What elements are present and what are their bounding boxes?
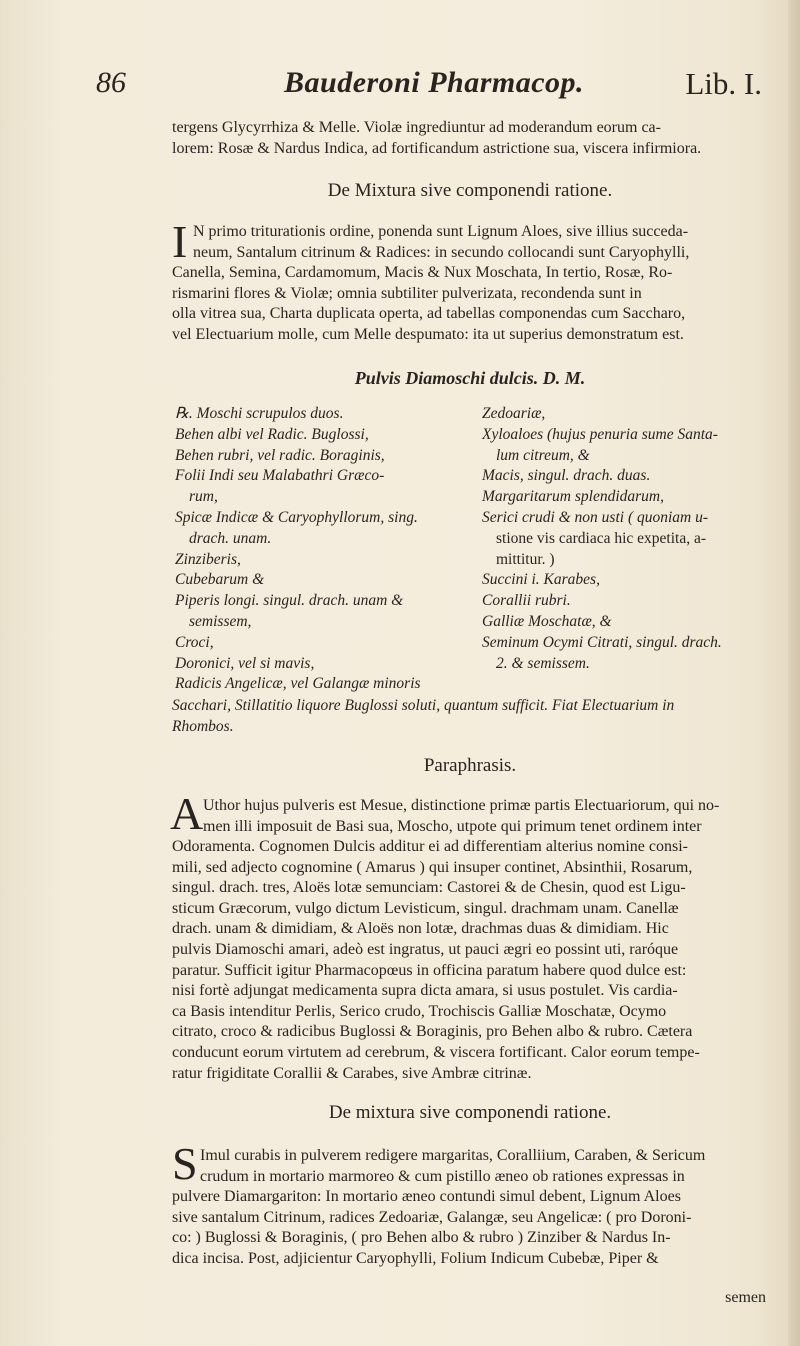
catchword: semen xyxy=(725,1289,766,1306)
recipe-line: Folii Indi seu Malabathri Græco- xyxy=(175,467,385,485)
text-line: Imul curabis in pulverem redigere margaritas, Coralliium, Caraben, & Sericum xyxy=(200,1147,706,1164)
running-title: Bauderoni Pharmacop. xyxy=(284,66,585,99)
text-line: pulvere Diamargariton: In mortario æneo contundi simul debent, Lignum Aloes xyxy=(172,1188,681,1205)
recipe-line: Behen albi vel Radic. Buglossi, xyxy=(175,425,369,443)
recipe-right-column xyxy=(482,404,772,674)
page-number: 86 xyxy=(96,66,126,99)
recipe-line: rum, xyxy=(189,488,218,506)
recipe-line: Rhombos. xyxy=(172,717,234,735)
recipe-line: Doronici, vel si mavis, xyxy=(175,654,315,672)
recipe-left-column xyxy=(175,404,480,695)
text-line: co: ) Buglossi & Boraginis, ( pro Behen albo & rubro ) Zinziber & Nardus In- xyxy=(172,1229,671,1247)
recipe-line: Galliæ Moschatæ, & xyxy=(482,612,612,630)
text-line: tergens Glycyrrhiza & Melle. Violæ ingrediuntur ad moderandum eorum ca- xyxy=(172,119,661,136)
text-line: ratur frigiditate Corallii & Carabes, sive Ambræ citrinæ. xyxy=(172,1064,532,1082)
text-line: Canella, Semina, Cardamomum, Macis & Nux Moschata, In tertio, Rosæ, Ro- xyxy=(172,264,673,281)
recipe-title: Pulvis Diamoschi dulcis. D. M. xyxy=(354,368,586,388)
section-paragraph xyxy=(203,796,768,837)
section-paragraph-cont xyxy=(172,263,768,345)
section-heading: Paraphrasis. xyxy=(423,755,517,776)
drop-initial: A xyxy=(170,788,204,839)
recipe-closing xyxy=(172,696,772,738)
text-line: neum, Santalum citrinum & Radices: in secundo collocandi sunt Caryophylli, xyxy=(193,243,690,261)
text-line: conducunt eorum virtutem ad cerebrum, & viscera fortificant. Calor eorum tempe- xyxy=(172,1043,700,1061)
section-heading: De Mixtura sive componendi ratione. xyxy=(327,180,613,201)
recipe-line: mittitur. ) xyxy=(496,550,555,568)
text-line: ca Basis intenditur Perlis, Serico crudo, Trochiscis Galliæ Moschatæ, Ocymo xyxy=(172,1002,667,1020)
recipe-line: Serici crudi & non usti ( quoniam u- xyxy=(482,508,709,526)
text-line: sticum Græcorum, vulgo dictum Levisticum, singul. drachmam unam. Canellæ xyxy=(172,899,679,917)
text-line: nisi fortè adjungat medicamenta supra dicta amara, si usus postulet. Vis cardia- xyxy=(172,982,678,1000)
page-edge xyxy=(788,0,800,1346)
drop-initial: I xyxy=(172,216,188,267)
intro-paragraph xyxy=(172,118,768,159)
recipe-line: Piperis longi. singul. drach. unam & xyxy=(175,592,404,610)
text-line: lorem: Rosæ & Nardus Indica, ad fortificandum astrictione sua, viscera infirmiora. xyxy=(172,139,702,157)
recipe-line: semissem, xyxy=(189,612,252,630)
text-line: N primo triturationis ordine, ponenda sunt Lignum Aloes, sive illius succeda- xyxy=(193,223,689,240)
drop-initial: S xyxy=(172,1138,198,1189)
recipe-line: Macis, singul. drach. duas. xyxy=(482,467,651,485)
text-line: olla vitrea sua, Charta duplicata operta, ad tabellas componendas cum Saccharo, xyxy=(172,305,686,323)
recipe-line: Margaritarum splendidarum, xyxy=(482,488,664,506)
book-number: Lib. I. xyxy=(685,66,762,101)
text-line: drach. unam & dimidiam, & Aloës non lotæ, drachmas duas & dimidiam. Hic xyxy=(172,920,669,938)
text-line: Odoramenta. Cognomen Dulcis additur ei ad differentiam alterius nomine consi- xyxy=(172,838,689,855)
text-line: sive santalum Citrinum, radices Zedoariæ, Galangæ, seu Angelicæ: ( pro Doroni- xyxy=(172,1208,692,1226)
recipe-line: Sacchari, Stillatitio liquore Buglossi soluti, quantum sufficit. Fiat Electuarium in xyxy=(172,697,675,714)
text-line: singul. drach. tres, Aloës lotæ semunciam: Castorei & de Chesin, quod est Ligu- xyxy=(172,879,686,897)
recipe-line: Zedoariæ, xyxy=(482,405,546,422)
text-line: mili, sed adjecto cognomine ( Amarus ) qui insuper continet, Absinthii, Rosarum, xyxy=(172,858,693,876)
recipe-line: stione vis cardiaca hic expetita, a- xyxy=(496,529,707,547)
recipe-line: Succini i. Karabes, xyxy=(482,571,600,589)
recipe-line: Behen rubri, vel radic. Boraginis, xyxy=(175,446,385,464)
text-line: vel Electuarium molle, cum Melle despumato: ita ut superius demonstratum est. xyxy=(172,325,684,343)
text-line: pulvis Diamoschi amari, adeò est ingratus, ut pauci ægri eo possint uti, raróque xyxy=(172,940,679,958)
recipe-line: Xyloaloes (hujus penuria sume Santa- xyxy=(482,425,718,443)
section-heading: De mixtura sive componendi ratione. xyxy=(328,1102,612,1123)
recipe-line: Spicæ Indicæ & Caryophyllorum, sing. xyxy=(175,508,418,526)
section-paragraph-cont xyxy=(172,837,768,1084)
recipe-line: Cubebarum & xyxy=(175,571,265,589)
recipe-line: 2. & semissem. xyxy=(496,654,590,672)
section-paragraph xyxy=(200,1146,768,1187)
text-line: Uthor hujus pulveris est Mesue, distinctione primæ partis Electuariorum, qui no- xyxy=(203,797,720,814)
recipe-line: Corallii rubri. xyxy=(482,592,571,610)
text-line: dica incisa. Post, adjicientur Caryophylli, Folium Indicum Cubebæ, Piper & xyxy=(172,1249,659,1267)
recipe-line: Zinziberis, xyxy=(175,550,241,568)
running-head xyxy=(96,66,770,116)
recipe-line: Radicis Angelicæ, vel Galangæ minoris xyxy=(175,675,421,693)
recipe-line: Seminum Ocymi Citrati, singul. drach. xyxy=(482,633,722,651)
recipe-line: drach. unam. xyxy=(189,529,272,547)
recipe-line: Croci, xyxy=(175,633,214,651)
text-line: men illi imposuit de Basi sua, Moscho, utpote qui primum tenet ordinem inter xyxy=(203,817,702,835)
text-line: rismarini flores & Violæ; omnia subtiliter pulverizata, recondenda sunt in xyxy=(172,284,642,302)
recipe-line: lum citreum, & xyxy=(496,446,590,464)
text-line: paratur. Sufficit igitur Pharmacopœus in officina paratum habere quod dulce est: xyxy=(172,961,687,979)
text-line: citrato, croco & radicibus Buglossi & Boraginis, pro Behen albo & rubro. Cætera xyxy=(172,1023,693,1041)
text-line: crudum in mortario marmoreo & cum pistillo æneo ob rationes expressas in xyxy=(200,1167,685,1185)
section-paragraph xyxy=(193,222,768,263)
section-paragraph-cont xyxy=(172,1187,768,1269)
recipe-line: ℞. Moschi scrupulos duos. xyxy=(175,405,344,422)
